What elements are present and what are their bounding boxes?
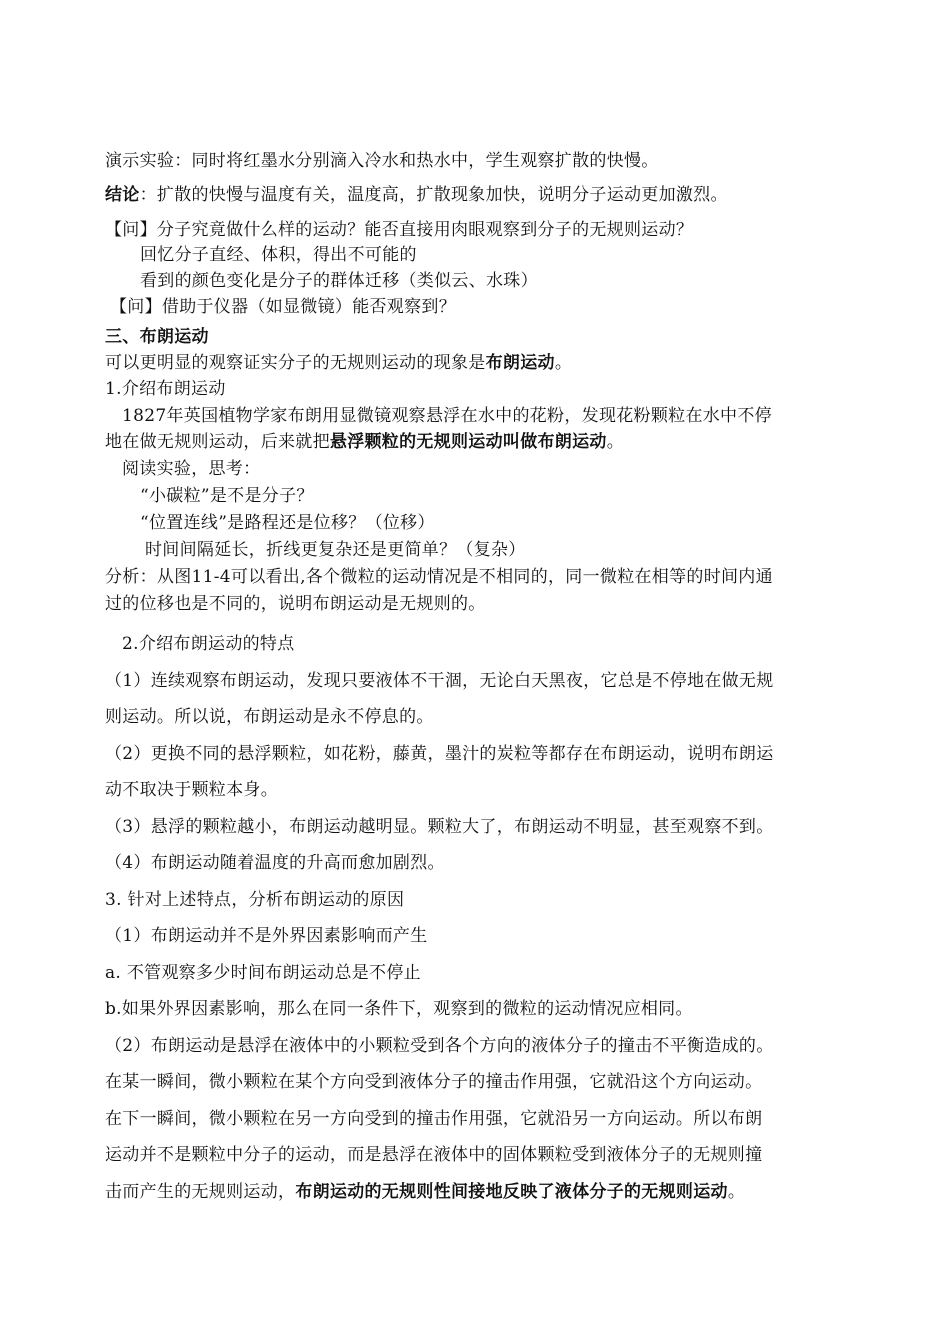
- p1-l2-bold: 悬浮颗粒的无规则运动叫做布朗运动: [329, 432, 607, 452]
- analysis-line-1: 分析：从图11-4可以看出,各个微粒的运动情况是不相同的，同一微粒在相等的时间内通: [105, 567, 773, 587]
- section-heading-text: 三、布朗运动: [105, 327, 209, 347]
- section-intro: [105, 352, 572, 374]
- think-2: “位置连线”是路程还是位移？（位移）: [140, 513, 435, 533]
- c2-l5-post: 。: [727, 1182, 746, 1202]
- think-1: “小碳粒”是不是分子？: [140, 486, 314, 506]
- part-1-title: 1.介绍布朗运动: [105, 379, 226, 399]
- analysis-line-2: 过的位移也是不同的，说明布朗运动是无规则的。: [105, 594, 486, 614]
- question-1: 【问】分子究竟做什么样的运动？能否直接用肉眼观察到分子的无规则运动？: [105, 220, 694, 240]
- answer-1a: 回忆分子直经、体积，得出不可能的: [140, 245, 417, 265]
- conclusion-label: 结论: [105, 185, 140, 205]
- answer-1b: 看到的颜色变化是分子的群体迁移（类似云、水珠）: [140, 271, 538, 291]
- cause-1b: b.如果外界因素影响，那么在同一条件下，观察到的微粒的运动情况应相同。: [105, 999, 693, 1019]
- intro-pre: 可以更明显的观察证实分子的无规则运动的现象是: [105, 353, 486, 373]
- cause-2-line-4: 运动并不是颗粒中分子的运动，而是悬浮在液体中的固体颗粒受到液体分子的无规则撞: [105, 1145, 763, 1165]
- feature-4: （4）布朗运动随着温度的升高而愈加剧烈。: [105, 853, 445, 873]
- feature-3: （3）悬浮的颗粒越小，布朗运动越明显。颗粒大了，布朗运动不明显，甚至观察不到。: [105, 817, 774, 837]
- feature-1-line-1: （1）连续观察布朗运动，发现只要液体不干涸，无论白天黑夜，它总是不停地在做无规: [105, 671, 774, 691]
- question-2: 【问】借助于仪器（如显微镜）能否观察到？: [110, 297, 456, 317]
- part-2-title: 2.介绍布朗运动的特点: [122, 634, 295, 654]
- feature-2-line-1: （2）更换不同的悬浮颗粒，如花粉，藤黄，墨汁的炭粒等都存在布朗运动，说明布朗运: [105, 744, 774, 764]
- cause-2-line-5: [105, 1181, 745, 1203]
- reading-prompt: 阅读实验，思考：: [122, 459, 261, 479]
- part-1-line-1: 1827年英国植物学家布朗用显微镜观察悬浮在水中的花粉，发现花粉颗粒在水中不停: [122, 406, 772, 426]
- part-1-line-2: [105, 431, 624, 453]
- part-3-title: 3. 针对上述特点，分析布朗运动的原因: [105, 890, 405, 910]
- intro-post: 。: [554, 353, 573, 373]
- p1-l2-pre: 地在做无规则运动，后来就把: [105, 432, 330, 452]
- feature-1-line-2: 则运动。所以说，布朗运动是永不停息的。: [105, 707, 434, 727]
- cause-2-line-3: 在下一瞬间，微小颗粒在另一方向受到的撞击作用强，它就沿另一方向运动。所以布朗: [105, 1109, 763, 1129]
- think-3: 时间间隔延长，折线更复杂还是更简单？（复杂）: [145, 540, 526, 560]
- section-heading: [105, 326, 209, 348]
- cause-2-line-1: （2）布朗运动是悬浮在液体中的小颗粒受到各个方向的液体分子的撞击不平衡造成的。: [105, 1036, 774, 1056]
- cause-1a: a. 不管观察多少时间布朗运动总是不停止: [105, 963, 421, 983]
- conclusion: [105, 184, 728, 206]
- demo-experiment: 演示实验：同时将红墨水分别滴入冷水和热水中，学生观察扩散的快慢。: [105, 151, 659, 171]
- conclusion-text: ：扩散的快慢与温度有关，温度高，扩散现象加快，说明分子运动更加激烈。: [139, 185, 728, 205]
- cause-2-line-2: 在某一瞬间，微小颗粒在某个方向受到液体分子的撞击作用强，它就沿这个方向运动。: [105, 1072, 763, 1092]
- p1-l2-post: 。: [606, 432, 625, 452]
- intro-bold: 布朗运动: [485, 353, 555, 373]
- c2-l5-pre: 击而产生的无规则运动，: [105, 1182, 296, 1202]
- c2-l5-bold: 布朗运动的无规则性间接地反映了液体分子的无规则运动: [295, 1182, 728, 1202]
- cause-1: （1）布朗运动并不是外界因素影响而产生: [105, 926, 428, 946]
- feature-2-line-2: 动不取决于颗粒本身。: [105, 780, 278, 800]
